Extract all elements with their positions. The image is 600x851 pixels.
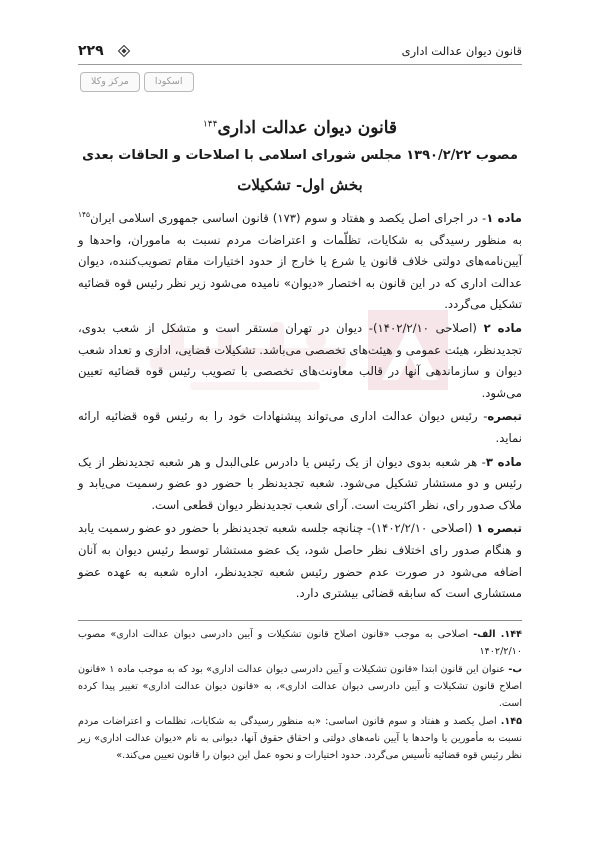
footnote-text: عنوان این قانون ابتدا «قانون تشکیلات و آیین دادرسی دیوان عدالت اداری» بود که به موجب ماده ۱ «قانون اصلاح قانون تشکیلات و آیین دادرسی دیوان عدالت اداری»، به «قانون دیوان عدالت اداری» تغییر پیدا کرده است. [78,664,522,709]
note-label: تبصره ۱ [476,521,522,536]
law-title-text: قانون دیوان عدالت اداری [217,118,398,138]
article-2-note [78,406,522,449]
tag-vokala: مرکز وکلا [80,72,140,92]
footnote-ref-144[interactable]: ۱۴۴ [202,119,218,130]
footnote-144a [78,626,522,660]
article-label: ماده ۱ [486,211,522,225]
note-text: (اصلاحی ۱۴۰۲/۲/۱۰)- چنانچه جلسه شعبه تجدیدنظر با حضور دو عضو رسمیت یابد و هنگام صدور رای اختلاف نظر حاصل شود، یک عضو مستشار توسط رئیس دیوان به آنان اضافه می‌شود در صورت عدم حضور رئیس شعبه تجدیدنظر، اداره شعبه به عهده عضو مستشاری است که سابقه قضائی بیشتری دارد. [78,521,522,601]
note-label: تبصره [487,409,522,424]
article-3 [78,452,522,517]
section-heading: بخش اول- تشکیلات [237,176,363,194]
footnote-divider [78,620,522,621]
footnote-text: اصل یکصد و هفتاد و سوم قانون اساسی: «به منظور رسیدگی به شکایات، تظلمات و اعتراضات مردم نسبت به مأمورین یا واحدها یا آیین نامه‌های دولتی و احقاق حقوق آنها، دیوانی به نام «دیوان عدالت اداری» زیر نظر رئیس قوه قضائیه تأسیس می‌گردد. حدود اختیارات و نحوه عمل این دیوان را قانون تعیین می‌کند.» [78,716,522,761]
footnote-ref-145[interactable]: ۱۴۵ [78,210,91,220]
article-label: ماده ۳ [485,454,522,469]
source-tags [80,72,194,92]
article-text: - هر شعبه بدوی دیوان از یک رئیس یا دادرس علی‌البدل و هر شعبه تجدیدنظر از یک رئیس و دو مستشار تشکیل می‌شود. شعبه تجدیدنظر با حضور دو عضو رسمیت می‌یابد و ملاک صدور رای، نظر اکثریت است. آرای شعب تجدیدنظر دیوان قطعی است. [78,454,522,512]
tag-scoda: اسکودا [144,72,194,92]
law-body [78,208,522,607]
article-text: (اصلاحی ۱۴۰۲/۲/۱۰)- دیوان در تهران مستقر است و متشکل از شعب بدوی، تجدیدنظر، هیئت عمومی و هیئت‌های تخصصی می‌باشد. تشکیلات قضایی، اداری و تعداد شعب دیوان و سازماندهی آنها در قالب معاونت‌های تخصصی با تصویب رئیس قوه قضائیه تعیین می‌شود. [78,320,522,400]
diamond-ornament-icon [118,45,130,57]
article-2 [78,318,522,404]
footnotes [78,626,522,765]
article-text: به منظور رسیدگی به شکایات، تظلّمات و اعتراضات مردم نسبت به ماموران، واحدها و آیین‌نامه‌های دولتی خلاف قانون یا شرع یا خارج از حدود اختیارات مقام تصویب‌کننده، دیوان عدالت اداری که در این قانون به اختصار «دیوان» نامیده می‌شود زیر نظر رئیس قوه قضائیه تشکیل می‌گردد. [78,232,522,312]
article-1 [78,208,522,316]
page-number-group [78,43,130,59]
note-text: - رئیس دیوان عدالت اداری می‌تواند پیشنهادات خود را به رئیس قوه قضائیه ارائه نماید. [78,409,522,445]
page-number: ۲۲۹ [78,43,104,59]
running-title: قانون دیوان عدالت اداری [401,44,522,58]
law-subtitle: مصوب ۱۳۹۰/۲/۲۲ مجلس شورای اسلامی با اصلاحات و الحاقات بعدی [82,148,518,163]
footnote-label: ۱۴۵. [500,716,522,727]
footnote-label: ۱۴۴. الف- [473,629,522,640]
law-title [0,118,600,138]
footnote-144b [78,661,522,712]
footnote-label: ب- [508,664,522,675]
footnote-145 [78,713,522,764]
article-label: ماده ۲ [483,320,523,335]
footnote-text: اصلاحی به موجب «قانون اصلاح قانون تشکیلات و آیین دادرسی دیوان عدالت اداری» مصوب ۱۴۰۲/۲/۱۰ [78,629,522,657]
article-text: - در اجرای اصل یکصد و هفتاد و سوم (۱۷۳) قانون اساسی جمهوری اسلامی ایران [90,211,487,225]
running-header [78,38,522,65]
article-3-note-1 [78,518,522,604]
